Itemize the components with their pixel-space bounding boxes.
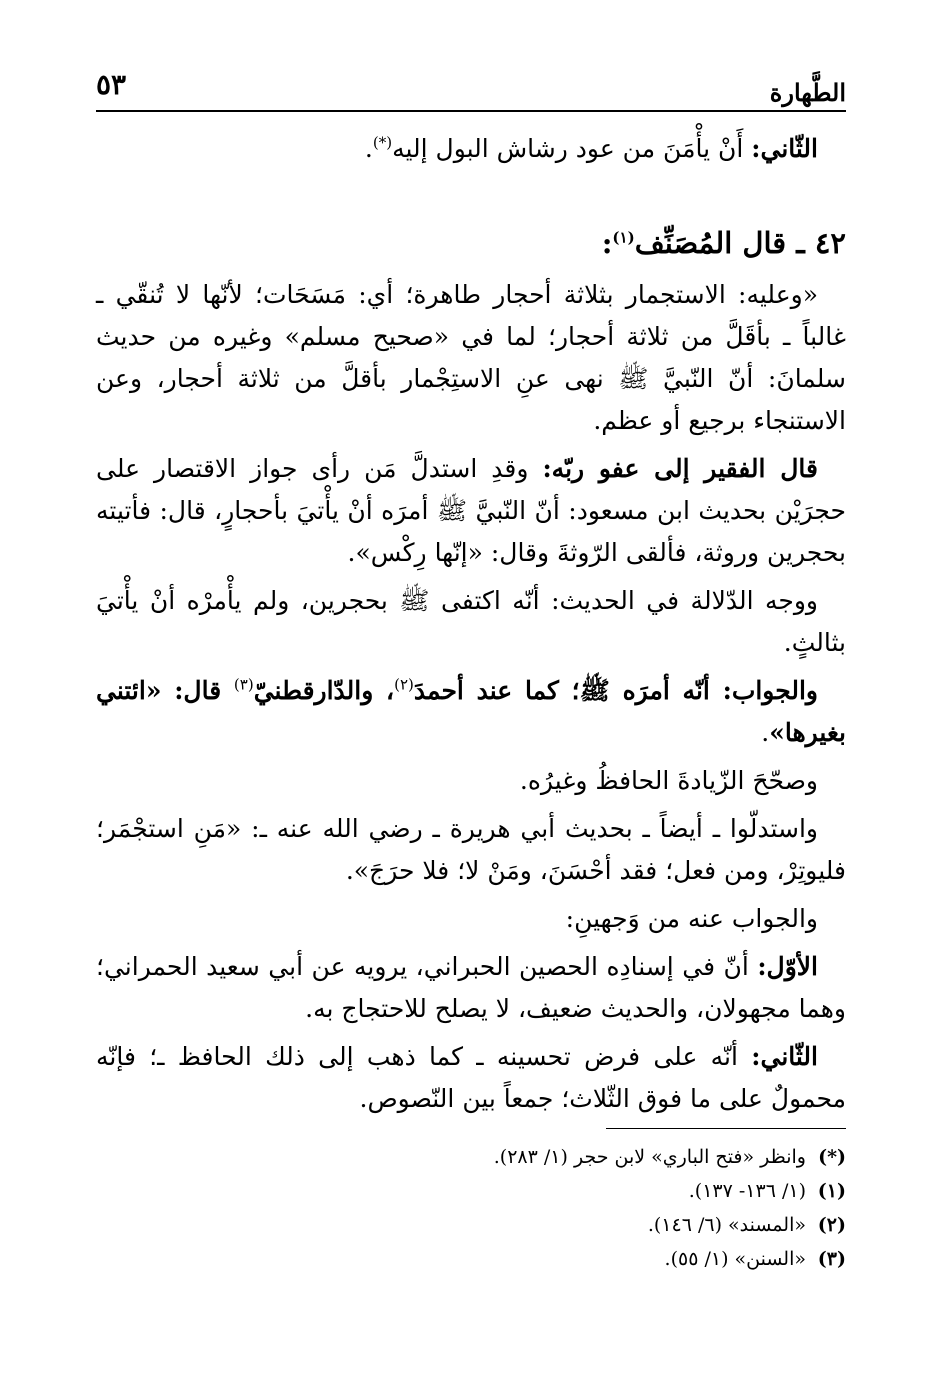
footnote-separator: [606, 1128, 846, 1129]
punctuation: :: [601, 226, 613, 260]
footnote-mark: (١): [817, 1180, 846, 1202]
author-label: قال الفقير إلى عفو ربّه:: [542, 454, 818, 483]
paragraph-author-comment: [96, 448, 846, 574]
footnote: [96, 1140, 846, 1174]
footnote-mark: (٢): [817, 1214, 846, 1236]
paragraph-second-condition: [96, 128, 846, 170]
footnote-ref: (٣): [233, 675, 254, 694]
paragraph-evidence: ووجه الدّلالة في الحديث: أنّه اكتفى ﷺ بحجرين، ولم يأْمرْه أنْ يأْتيَ بثالثٍ.: [96, 586, 846, 657]
answer-text: أنّه أمرَه ﷺ؛ كما عند أحمدَ: [413, 676, 723, 705]
footnote-text: وانظر «فتح الباري» لابن حجر (١/ ٢٨٣).: [493, 1146, 806, 1168]
page-body: [96, 128, 846, 1126]
paragraph-text: أَنْ يأْمَنَ من عود رشاش البول إليه: [392, 134, 752, 163]
footnote-text: (١/ ١٣٦- ١٣٧).: [688, 1180, 806, 1202]
quoted-paragraph: «وعليه: الاستجمار بثلاثة أحجار طاهرة؛ أي: مَسَحَات؛ لأنّها لا تُنقّي ـ غالباً ـ بأقَلَّ من ثلاثة أحجار؛ لما في «صحيح مسلم» وغيره من حديث سلمانَ: أنّ النّبيَّ ﷺ نهى عنِ الاستِجْمار بأقلَّ من ثلاثة أحجار، وعن الاستنجاء برجيع أو عظم.: [96, 280, 846, 435]
answer-label: والجواب:: [722, 676, 818, 705]
term-label: الثّاني:: [751, 134, 818, 163]
footnote-text: «السنن» (١/ ٥٥).: [664, 1248, 806, 1270]
footnote-mark: (٣): [817, 1248, 846, 1270]
paragraph-first-answer: [96, 946, 846, 1030]
footnote-ref: (٢): [394, 675, 414, 694]
paragraph-text: أنّه على فرض تحسينه ـ كما ذهب إلى ذلك الحافظ ـ؛ فإنّه محمولٌ على ما فوق الثّلاث؛ جمعاً بين النّصوص.: [96, 1042, 846, 1113]
paragraph-authentication: وصحّحَ الزّيادةَ الحافظُ وغيرُه.: [519, 766, 818, 795]
footnote-text: «المسند» (٦/ ١٤٦).: [647, 1214, 806, 1236]
footnote: [96, 1242, 846, 1276]
paragraph-answer: [96, 670, 846, 754]
answer-text: قال: «ائتني بغيرها»: [96, 676, 846, 747]
paragraph-hadith: واستدلّوا ـ أيضاً ـ بحديث أبي هريرة ـ رضي الله عنه ـ: «مَنِ استجْمَر؛ فليوتِرْ، ومن فعل؛ فقد أحْسَنَ، ومَنْ لا؛ فلا حرَجَ».: [96, 814, 846, 885]
punctuation: .: [761, 718, 770, 747]
first-label: الأوّل:: [757, 952, 818, 981]
footnotes: [96, 1140, 846, 1276]
footnote-mark: (*): [818, 1146, 846, 1168]
heading-text: ٤٢ ـ قال المُصَنِّف: [634, 226, 846, 260]
second-label: الثّاني:: [751, 1042, 818, 1071]
paragraph-second-answer: [96, 1036, 846, 1120]
paragraph-two-answers: والجواب عنه من وَجهينِ:: [565, 904, 818, 933]
footnote-ref: (*): [372, 133, 393, 152]
answer-text: ، والدّارقطنيّ: [253, 676, 395, 705]
paragraph-text: أنّ في إسنادِه الحصين الحبراني، يرويه عن أبي سعيد الحمراني؛ وهما مجهولان، والحديث ضعيف، لا يصلح للاحتجاج به.: [96, 952, 846, 1023]
punctuation: .: [364, 134, 373, 163]
footnote: [96, 1174, 846, 1208]
footnote-ref: (١): [612, 228, 635, 247]
section-heading: [96, 222, 846, 264]
page-header: [96, 62, 846, 112]
paragraph-text: وقدِ استدلَّ مَن رأى جواز الاقتصار على حجرَيْن بحديث ابن مسعود: أنّ النّبيَّ ﷺ أمرَه أنْ يأْتيَ بأحجارٍ، قال: فأتيته بحجرين وروثة، فألقى الرّوثةَ وقال: «إنّها رِكْس».: [96, 454, 846, 567]
page-number: ٥٣: [96, 68, 127, 101]
footnote: [96, 1208, 846, 1242]
running-title: الطَّهارة: [769, 78, 846, 107]
